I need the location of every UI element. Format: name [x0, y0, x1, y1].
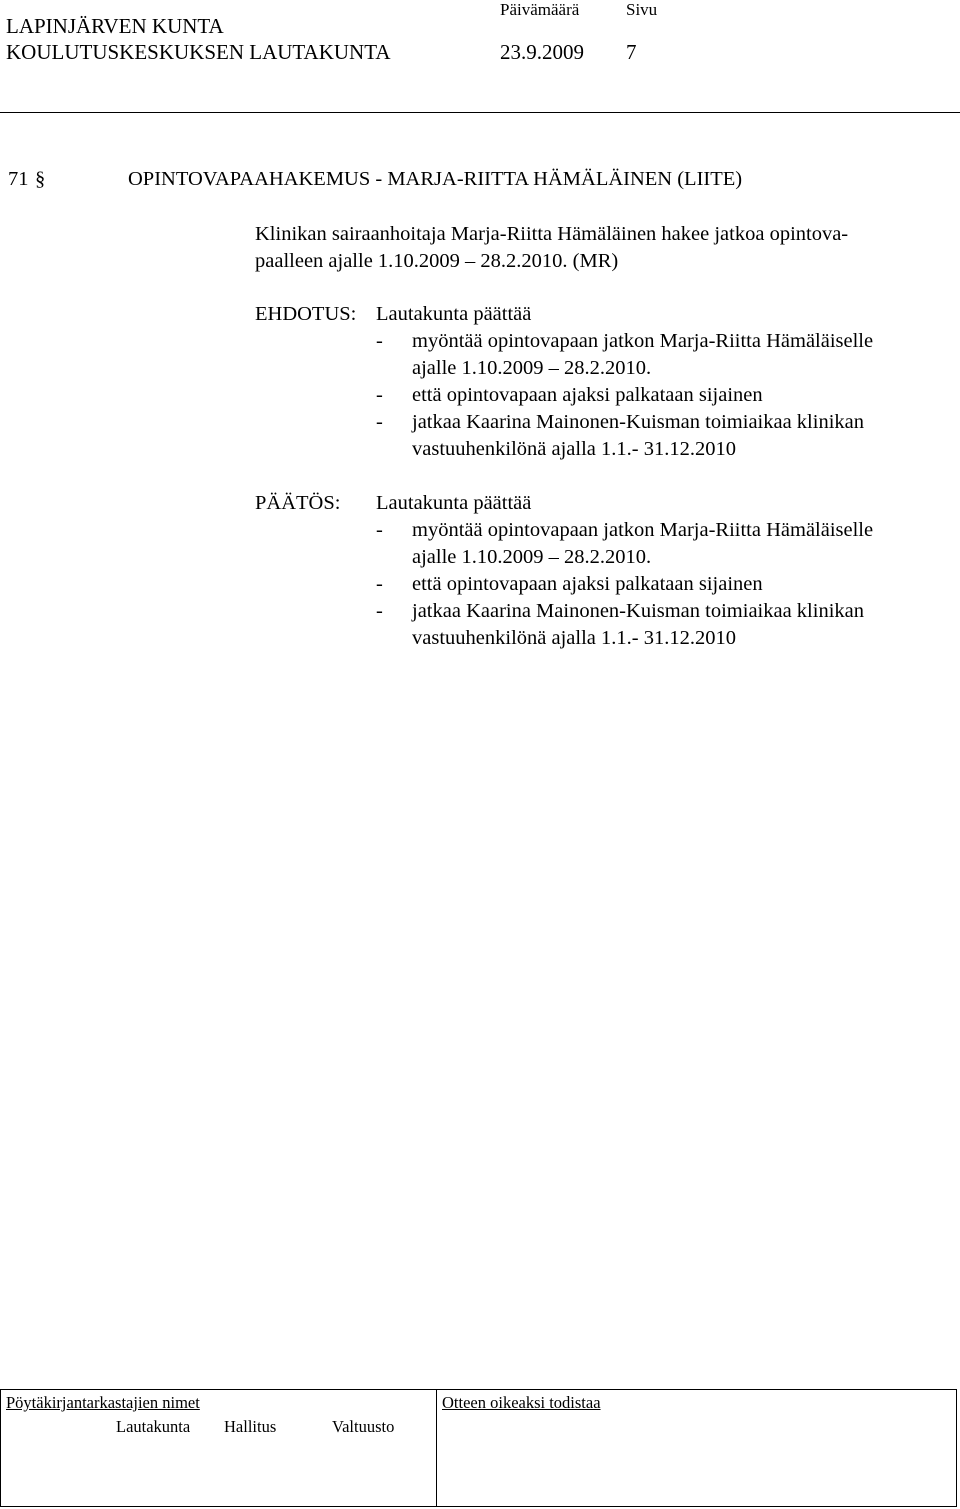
section-sign: § [35, 168, 46, 190]
date-value: 23.9.2009 [500, 40, 584, 64]
proposal-line-2: että opintovapaan ajaksi palkataan sijainen [412, 384, 763, 406]
proposal-line-3b: vastuuhenkilönä ajalla 1.1.- 31.12.2010 [412, 438, 736, 460]
proposal-dash-2: - [376, 384, 383, 406]
board-name: KOULUTUSKESKUKSEN LAUTAKUNTA [6, 40, 391, 64]
decision-dash-3: - [376, 600, 383, 622]
proposal-label: EHDOTUS: [255, 303, 357, 325]
proposal-dash-3: - [376, 411, 383, 433]
decision-line-1b: ajalle 1.10.2009 – 28.2.2010. [412, 546, 652, 568]
decision-dash-2: - [376, 573, 383, 595]
footer-col-lautakunta: Lautakunta [116, 1417, 191, 1436]
decision-line-2: että opintovapaan ajaksi palkataan sijainen [412, 573, 763, 595]
footer-col-valtuusto: Valtuusto [332, 1417, 395, 1436]
decision-dash-1: - [376, 519, 383, 541]
certified-label: Otteen oikeaksi todistaa [442, 1393, 601, 1412]
item-number: 71 [8, 168, 29, 190]
proposal-line-1b: ajalle 1.10.2009 – 28.2.2010. [412, 357, 652, 379]
proposal-line-1: myöntää opintovapaan jatkon Marja-Riitta Hämäläiselle [412, 330, 874, 352]
intro-line-1: Klinikan sairaanhoitaja Marja-Riitta Hämäläinen hakee jatkoa opintova- [255, 223, 849, 245]
proposal-line-3: jatkaa Kaarina Mainonen-Kuisman toimiaikaa klinikan [412, 411, 864, 433]
date-label: Päivämäärä [500, 0, 580, 19]
page-label: Sivu [626, 0, 658, 19]
municipality-name: LAPINJÄRVEN KUNTA [6, 14, 224, 38]
footer-col-hallitus: Hallitus [224, 1417, 277, 1436]
header-divider [0, 112, 960, 113]
decision-heading: Lautakunta päättää [376, 492, 532, 514]
intro-line-2: paalleen ajalle 1.10.2009 – 28.2.2010. (MR) [255, 250, 619, 272]
footer-divider [436, 1389, 437, 1507]
item-title: OPINTOVAPAAHAKEMUS - MARJA-RIITTA HÄMÄLÄINEN (LIITE) [128, 168, 743, 190]
page-number: 7 [626, 40, 637, 64]
proposal-dash-1: - [376, 330, 383, 352]
decision-line-3: jatkaa Kaarina Mainonen-Kuisman toimiaikaa klinikan [412, 600, 864, 622]
proposal-heading: Lautakunta päättää [376, 303, 532, 325]
checkers-label: Pöytäkirjantarkastajien nimet [6, 1393, 200, 1412]
decision-label: PÄÄTÖS: [255, 492, 341, 514]
decision-line-1: myöntää opintovapaan jatkon Marja-Riitta Hämäläiselle [412, 519, 874, 541]
decision-line-3b: vastuuhenkilönä ajalla 1.1.- 31.12.2010 [412, 627, 736, 649]
